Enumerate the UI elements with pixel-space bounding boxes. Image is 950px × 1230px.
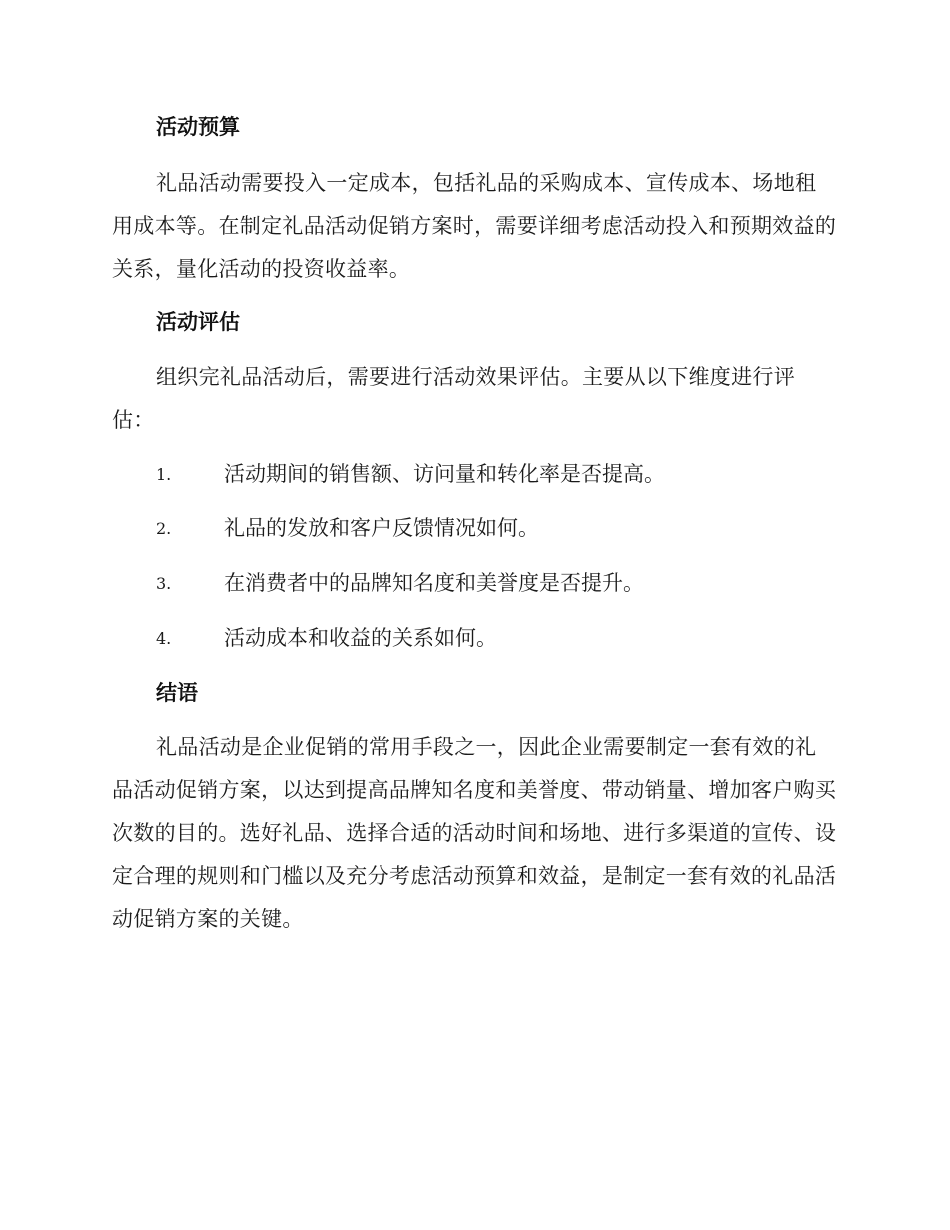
list-item-text: 在消费者中的品牌知名度和美誉度是否提升。 xyxy=(224,571,644,595)
list-item-number: 4. xyxy=(156,629,172,648)
list-item-number: 1. xyxy=(156,465,172,484)
list-item-text: 礼品的发放和客户反馈情况如何。 xyxy=(224,516,539,540)
section-heading-evaluation: 活动评估 xyxy=(156,310,240,334)
list-item-text: 活动期间的销售额、访问量和转化率是否提高。 xyxy=(224,462,665,486)
list-item-number: 2. xyxy=(156,519,172,538)
list-item-number: 3. xyxy=(156,574,172,593)
section-body-conclusion: 礼品活动是企业促销的常用手段之一，因此企业需要制定一套有效的礼品活动促销方案，以达到提高品牌知名度和美誉度、带动销量、增加客户购买次数的目的。选好礼品、选择合适的活动时间和场地、进行多渠道的宣传、设定合理的规则和门槛以及充分考虑活动预算和效益，是制定一套有效的礼品活动促销方案的关键。 xyxy=(112,735,837,931)
section-body-budget: 礼品活动需要投入一定成本，包括礼品的采购成本、宣传成本、场地租用成本等。在制定礼品活动促销方案时，需要详细考虑活动投入和预期效益的关系，量化活动的投资收益率。 xyxy=(112,171,837,281)
section-heading-budget: 活动预算 xyxy=(156,115,240,139)
list-item-text: 活动成本和收益的关系如何。 xyxy=(224,626,497,650)
section-heading-conclusion: 结语 xyxy=(156,681,198,705)
section-body-evaluation: 组织完礼品活动后，需要进行活动效果评估。主要从以下维度进行评估： xyxy=(112,365,795,432)
